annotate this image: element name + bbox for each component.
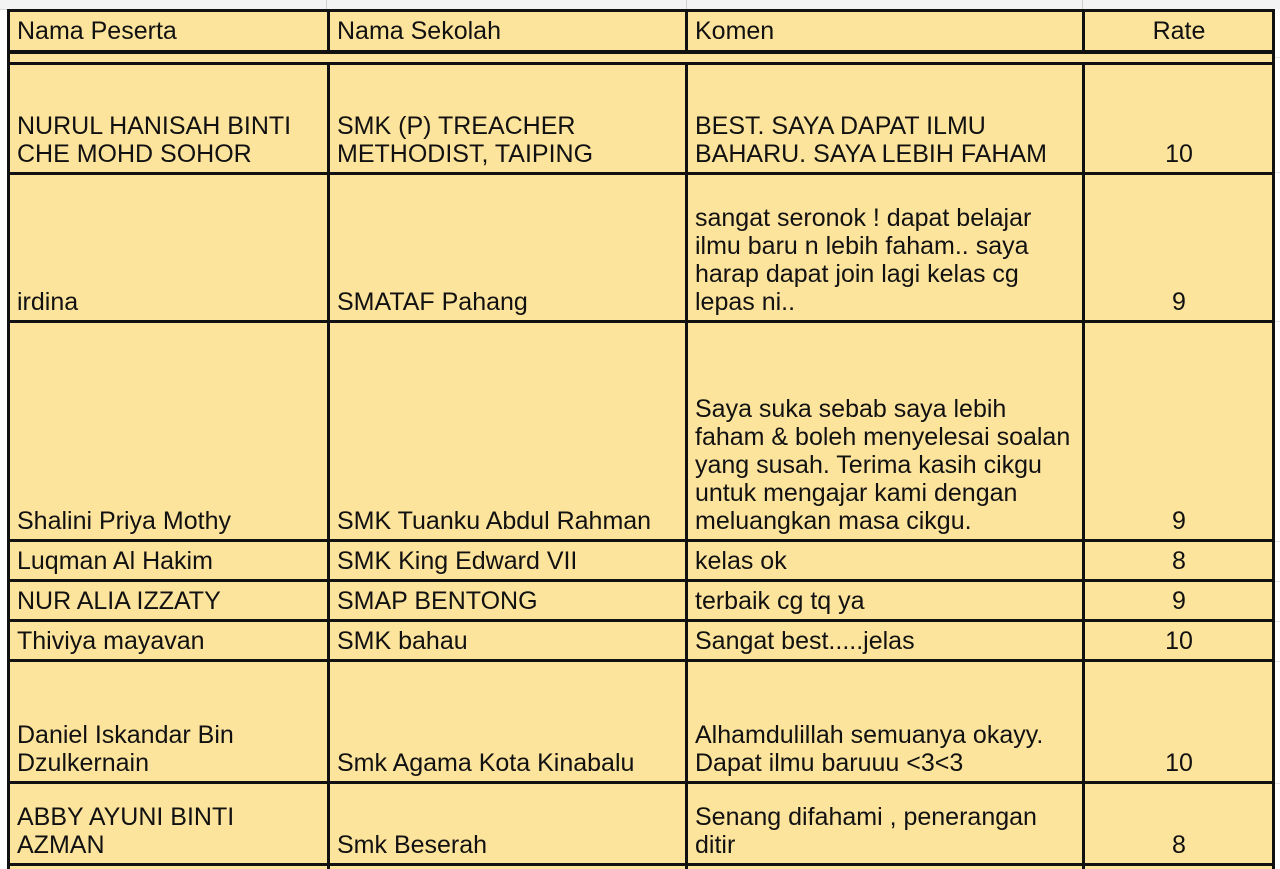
feedback-table xyxy=(7,9,1275,869)
cell-rate[interactable]: 9 xyxy=(1084,174,1274,322)
header-cell-comment[interactable]: Komen xyxy=(687,11,1084,53)
table-row xyxy=(9,322,1274,541)
cell-rate[interactable]: 10 xyxy=(1084,621,1274,661)
cell-school[interactable]: SMK bahau xyxy=(329,621,687,661)
cell-comment[interactable]: terbaik cg tq ya xyxy=(687,581,1084,621)
cell-rate[interactable]: 9 xyxy=(1084,581,1274,621)
cell-name[interactable]: Thiviya mayavan xyxy=(9,621,329,661)
cell-name[interactable]: ABBY AYUNI BINTI AZMAN xyxy=(9,783,329,865)
column-divider xyxy=(326,0,327,9)
cell-school[interactable]: SMK King Edward VII xyxy=(329,541,687,581)
column-divider xyxy=(686,0,687,9)
header-row xyxy=(9,11,1274,53)
cell-school[interactable]: SMAP BENTONG xyxy=(329,581,687,621)
cell-comment[interactable]: Alhamdulillah semuanya okayy. Dapat ilmu baruuu <3<3 xyxy=(687,661,1084,783)
cell-comment[interactable]: BEST. SAYA DAPAT ILMU BAHARU. SAYA LEBIH FAHAM xyxy=(687,64,1084,174)
header-cell-school[interactable]: Nama Sekolah xyxy=(329,11,687,53)
table-row-partial xyxy=(9,865,1274,869)
cell-school[interactable]: SMK (P) TREACHER METHODIST, TAIPING xyxy=(329,64,687,174)
cell-comment[interactable]: Senang difahami , penerangan ditir xyxy=(687,783,1084,865)
cell-name[interactable]: NUR ALIA IZZATY xyxy=(9,581,329,621)
table-row xyxy=(9,661,1274,783)
cell-rate[interactable]: 8 xyxy=(1084,541,1274,581)
cell-rate[interactable]: 9 xyxy=(1084,322,1274,541)
table-row xyxy=(9,64,1274,174)
header-cell-name[interactable]: Nama Peserta xyxy=(9,11,329,53)
frozen-row-divider xyxy=(9,52,1274,64)
cell-school[interactable]: Smk Agama Kota Kinabalu xyxy=(329,661,687,783)
cell-name[interactable]: Shalini Priya Mothy xyxy=(9,322,329,541)
cell-school[interactable]: SMK Tuanku Abdul Rahman xyxy=(329,322,687,541)
cell-school[interactable]: Smk Beserah xyxy=(329,783,687,865)
cell-comment[interactable]: sangat seronok ! dapat belajar ilmu baru n lebih faham.. saya harap dapat join lagi kelas cg lepas ni.. xyxy=(687,174,1084,322)
cell-name-empty[interactable] xyxy=(9,865,329,869)
cell-rate[interactable]: 10 xyxy=(1084,64,1274,174)
table-row xyxy=(9,783,1274,865)
divider-cell xyxy=(9,52,1274,64)
table-row xyxy=(9,581,1274,621)
cell-name[interactable]: NURUL HANISAH BINTI CHE MOHD SOHOR xyxy=(9,64,329,174)
cell-comment[interactable]: kelas ok xyxy=(687,541,1084,581)
column-divider xyxy=(1082,0,1083,9)
table-row xyxy=(9,174,1274,322)
header-cell-rate[interactable]: Rate xyxy=(1084,11,1274,53)
table-row xyxy=(9,541,1274,581)
cell-name[interactable]: Luqman Al Hakim xyxy=(9,541,329,581)
cell-rate[interactable]: 8 xyxy=(1084,783,1274,865)
cell-comment[interactable]: Sangat best.....jelas xyxy=(687,621,1084,661)
cell-comment-empty[interactable] xyxy=(687,865,1084,869)
cell-rate[interactable]: 10 xyxy=(1084,661,1274,783)
table-row xyxy=(9,621,1274,661)
cell-name[interactable]: irdina xyxy=(9,174,329,322)
cell-comment[interactable]: Saya suka sebab saya lebih faham & boleh menyelesai soalan yang susah. Terima kasih cikgu untuk mengajar kami dengan meluangkan masa cikgu. xyxy=(687,322,1084,541)
cell-school[interactable]: SMATAF Pahang xyxy=(329,174,687,322)
cell-school-empty[interactable] xyxy=(329,865,687,869)
cell-rate-empty[interactable] xyxy=(1084,865,1274,869)
cell-name[interactable]: Daniel Iskandar Bin Dzulkernain xyxy=(9,661,329,783)
